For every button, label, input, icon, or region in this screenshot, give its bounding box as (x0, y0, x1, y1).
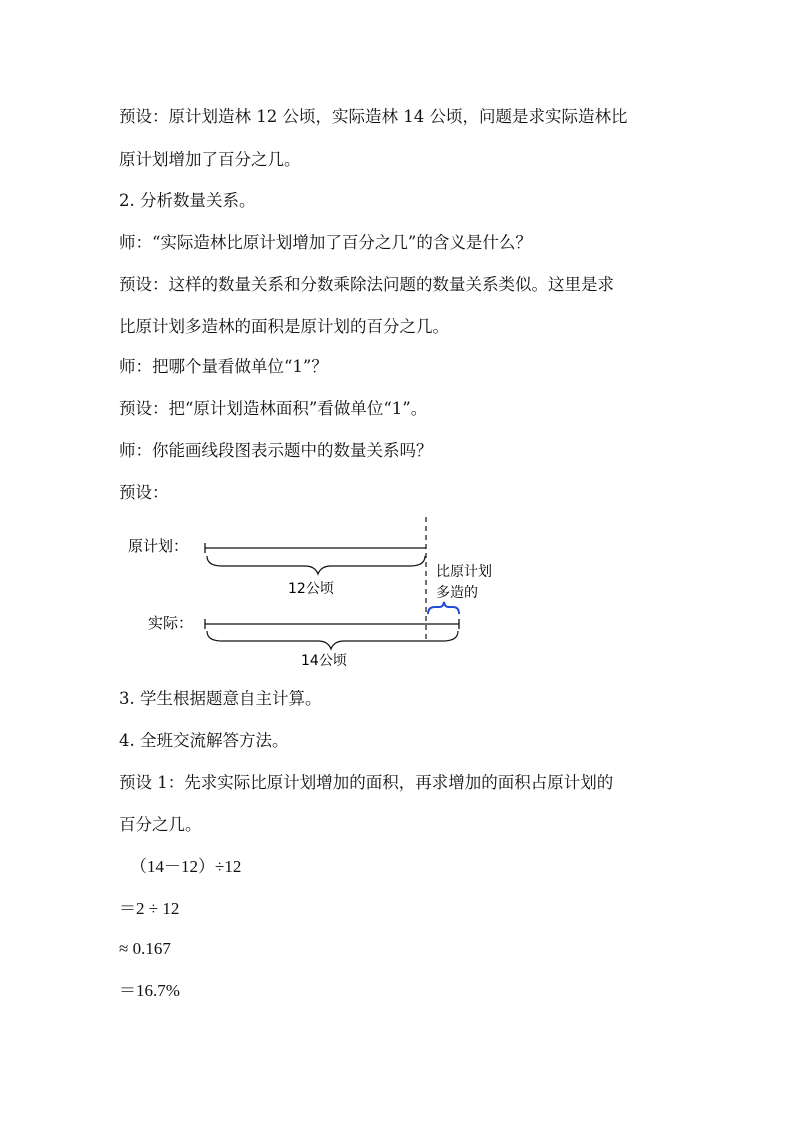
section-heading: 4. 全班交流解答方法。 (119, 731, 289, 750)
text-line: 比原计划多造林的面积是原计划的百分之几。 (119, 317, 449, 336)
actual-brace (207, 631, 458, 649)
calc-step: ＝16.7% (119, 981, 180, 1000)
extra-brace (428, 602, 459, 614)
section-heading: 2. 分析数量关系。 (119, 191, 256, 210)
plan-brace (207, 556, 425, 574)
extra-label-line1: 比原计划 (436, 564, 492, 580)
extra-label-line2: 多造的 (436, 585, 478, 601)
actual-label: 实际： (148, 614, 194, 632)
text-line: 百分之几。 (119, 815, 202, 834)
text-line: 预设 1：先求实际比原计划增加的面积，再求增加的面积占原计划的 (119, 773, 614, 792)
calc-step: ≈ 0.167 (119, 939, 171, 958)
plan-label: 原计划： (128, 537, 189, 555)
text-line: 预设：把“原计划造林面积”看做单位“1”。 (119, 399, 428, 418)
section-heading: 3. 学生根据题意自主计算。 (119, 689, 322, 708)
plan-value-label: 12公顷 (288, 581, 334, 597)
text-line: 预设：原计划造林 12 公顷，实际造林 14 公顷，问题是求实际造林比 (119, 107, 628, 126)
text-line: 师：“实际造林比原计划增加了百分之几”的含义是什么？ (119, 233, 532, 252)
calc-step: ＝2 ÷ 12 (119, 899, 180, 918)
actual-value-label: 14公顷 (301, 653, 347, 669)
text-line: 原计划增加了百分之几。 (119, 150, 301, 169)
calc-step: （14－12）÷12 (130, 857, 242, 876)
text-line: 师：把哪个量看做单位“1”？ (119, 357, 328, 376)
text-line: 师：你能画线段图表示题中的数量关系吗？ (119, 441, 433, 460)
text-line: 预设： (119, 483, 169, 502)
text-line: 预设：这样的数量关系和分数乘除法问题的数量关系类似。这里是求 (119, 275, 614, 294)
